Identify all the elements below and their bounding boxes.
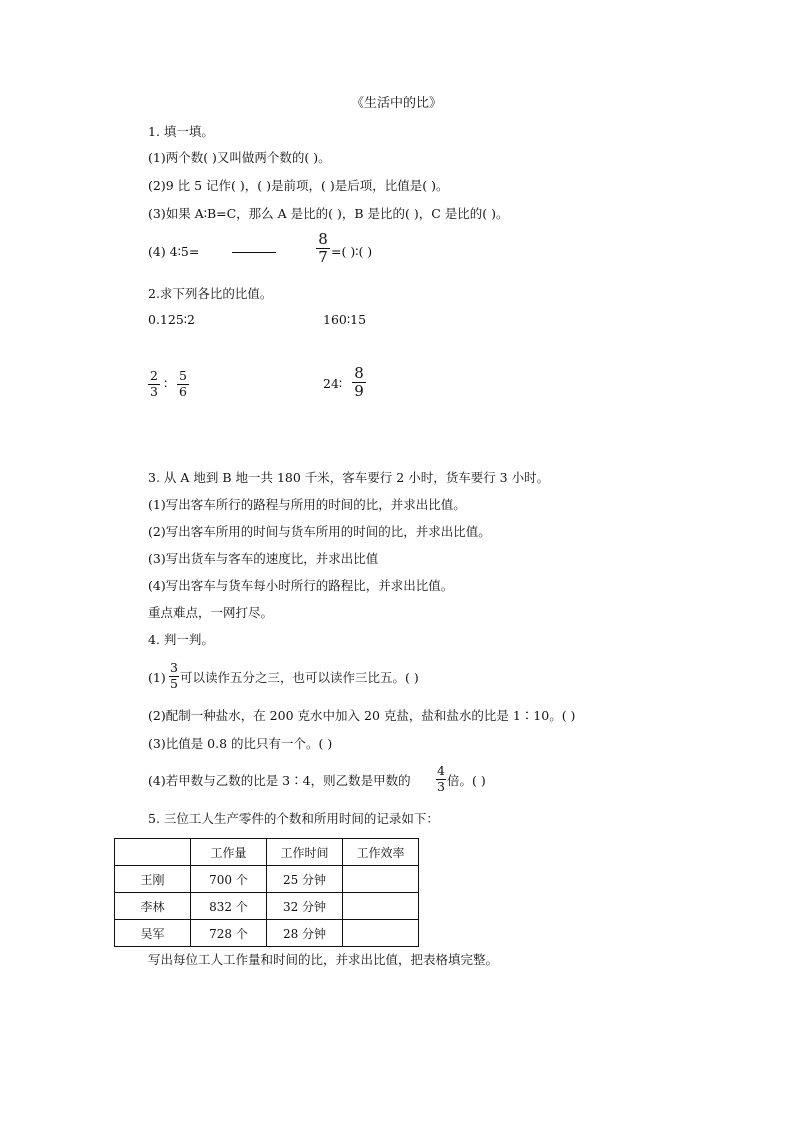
q2-heading: 2.求下列各比的比值。 <box>148 286 273 301</box>
table-cell: 728 个 <box>191 920 267 947</box>
q4-item-2: (2)配制一种盐水，在 200 克水中加入 20 克盐，盐和盐水的比是 1∶10。( ) <box>148 708 576 723</box>
q4-item-1-prefix: (1) <box>148 670 166 685</box>
table-header-cell: 工作时间 <box>267 839 343 866</box>
table-cell <box>343 893 419 920</box>
table-header-cell: 工作效率 <box>343 839 419 866</box>
q5-footer: 写出每位工人工作量和时间的比，并求出比值，把表格填完整。 <box>148 952 499 967</box>
q1-item-1: (1)两个数( )又叫做两个数的( )。 <box>148 150 331 165</box>
q3-item-4: (4)写出客车与货车每小时所行的路程比，并求出比值。 <box>148 578 454 593</box>
q3-heading: 3. 从 A 地到 B 地一共 180 千米，客车要行 2 小时，货车要行 3 小时。 <box>148 470 550 485</box>
q1-item-4-tail: =( )∶( ) <box>331 244 373 259</box>
q1-heading: 1. 填一填。 <box>148 124 214 139</box>
table-cell: 王刚 <box>115 866 191 893</box>
denominator: 6 <box>179 383 187 399</box>
q4-item-4-fraction <box>436 765 446 793</box>
q4-heading: 4. 判一判。 <box>148 632 214 647</box>
table-header-row <box>115 839 419 866</box>
denominator: 5 <box>170 675 178 691</box>
section-note: 重点难点，一网打尽。 <box>148 605 274 620</box>
table-cell: 28 分钟 <box>267 920 343 947</box>
table-cell <box>343 920 419 947</box>
q4-item-4-tail: 倍。( ) <box>447 773 486 788</box>
table-cell: 25 分钟 <box>267 866 343 893</box>
table-row <box>115 893 419 920</box>
table-row <box>115 920 419 947</box>
numerator: 5 <box>179 368 187 383</box>
denominator: 3 <box>150 383 158 399</box>
q1-item-2: (2)9 比 5 记作( )，( )是前项，( )是后项，比值是( )。 <box>148 178 449 193</box>
denominator: 7 <box>318 248 328 266</box>
q2-item-c-separator: ∶ <box>164 376 168 391</box>
numerator: 4 <box>437 763 445 778</box>
page-title: 《生活中的比》 <box>350 96 442 111</box>
q4-item-4-prefix: (4)若甲数与乙数的比是 3∶4，则乙数是甲数的 <box>148 773 411 788</box>
numerator: 3 <box>170 660 178 675</box>
table-row <box>115 866 419 893</box>
q2-item-a: 0.125∶2 <box>148 312 195 327</box>
table-cell: 吴军 <box>115 920 191 947</box>
table-header-cell: 工作量 <box>191 839 267 866</box>
q3-item-1: (1)写出客车所行的路程与所用的时间的比，并求出比值。 <box>148 497 466 512</box>
q1-item-4-label: (4) 4∶5= <box>148 244 200 259</box>
worker-records-table <box>114 838 419 947</box>
q1-item-4-fraction <box>316 232 330 265</box>
table-cell: 李林 <box>115 893 191 920</box>
q4-item-1-fraction <box>169 662 179 690</box>
denominator: 9 <box>354 382 364 400</box>
q1-item-3: (3)如果 A∶B=C，那么 A 是比的( )，B 是比的( )，C 是比的( )。 <box>148 206 509 221</box>
q3-item-2: (2)写出客车所用的时间与货车所用的时间的比，并求出比值。 <box>148 524 491 539</box>
numerator: 8 <box>354 364 364 382</box>
q2-item-d-fraction <box>352 366 366 399</box>
numerator: 2 <box>150 368 158 383</box>
table-header-cell <box>115 839 191 866</box>
table-cell: 32 分钟 <box>267 893 343 920</box>
q2-item-c-fraction-2 <box>177 370 189 398</box>
q2-item-b: 160∶15 <box>323 312 367 327</box>
table-cell: 832 个 <box>191 893 267 920</box>
numerator: 8 <box>318 230 328 248</box>
q2-item-d-label: 24∶ <box>323 376 343 391</box>
q2-item-c-fraction-1 <box>148 370 160 398</box>
q5-heading: 5. 三位工人生产零件的个数和所用时间的记录如下： <box>148 811 439 826</box>
table-cell <box>343 866 419 893</box>
q4-item-3: (3)比值是 0.8 的比只有一个。( ) <box>148 736 333 751</box>
denominator: 3 <box>437 778 445 794</box>
answer-blank-line <box>232 252 276 253</box>
q3-item-3: (3)写出货车与客车的速度比，并求出比值 <box>148 551 379 566</box>
table-cell: 700 个 <box>191 866 267 893</box>
q4-item-1-tail: 可以读作五分之三，也可以读作三比五。( ) <box>180 670 419 685</box>
